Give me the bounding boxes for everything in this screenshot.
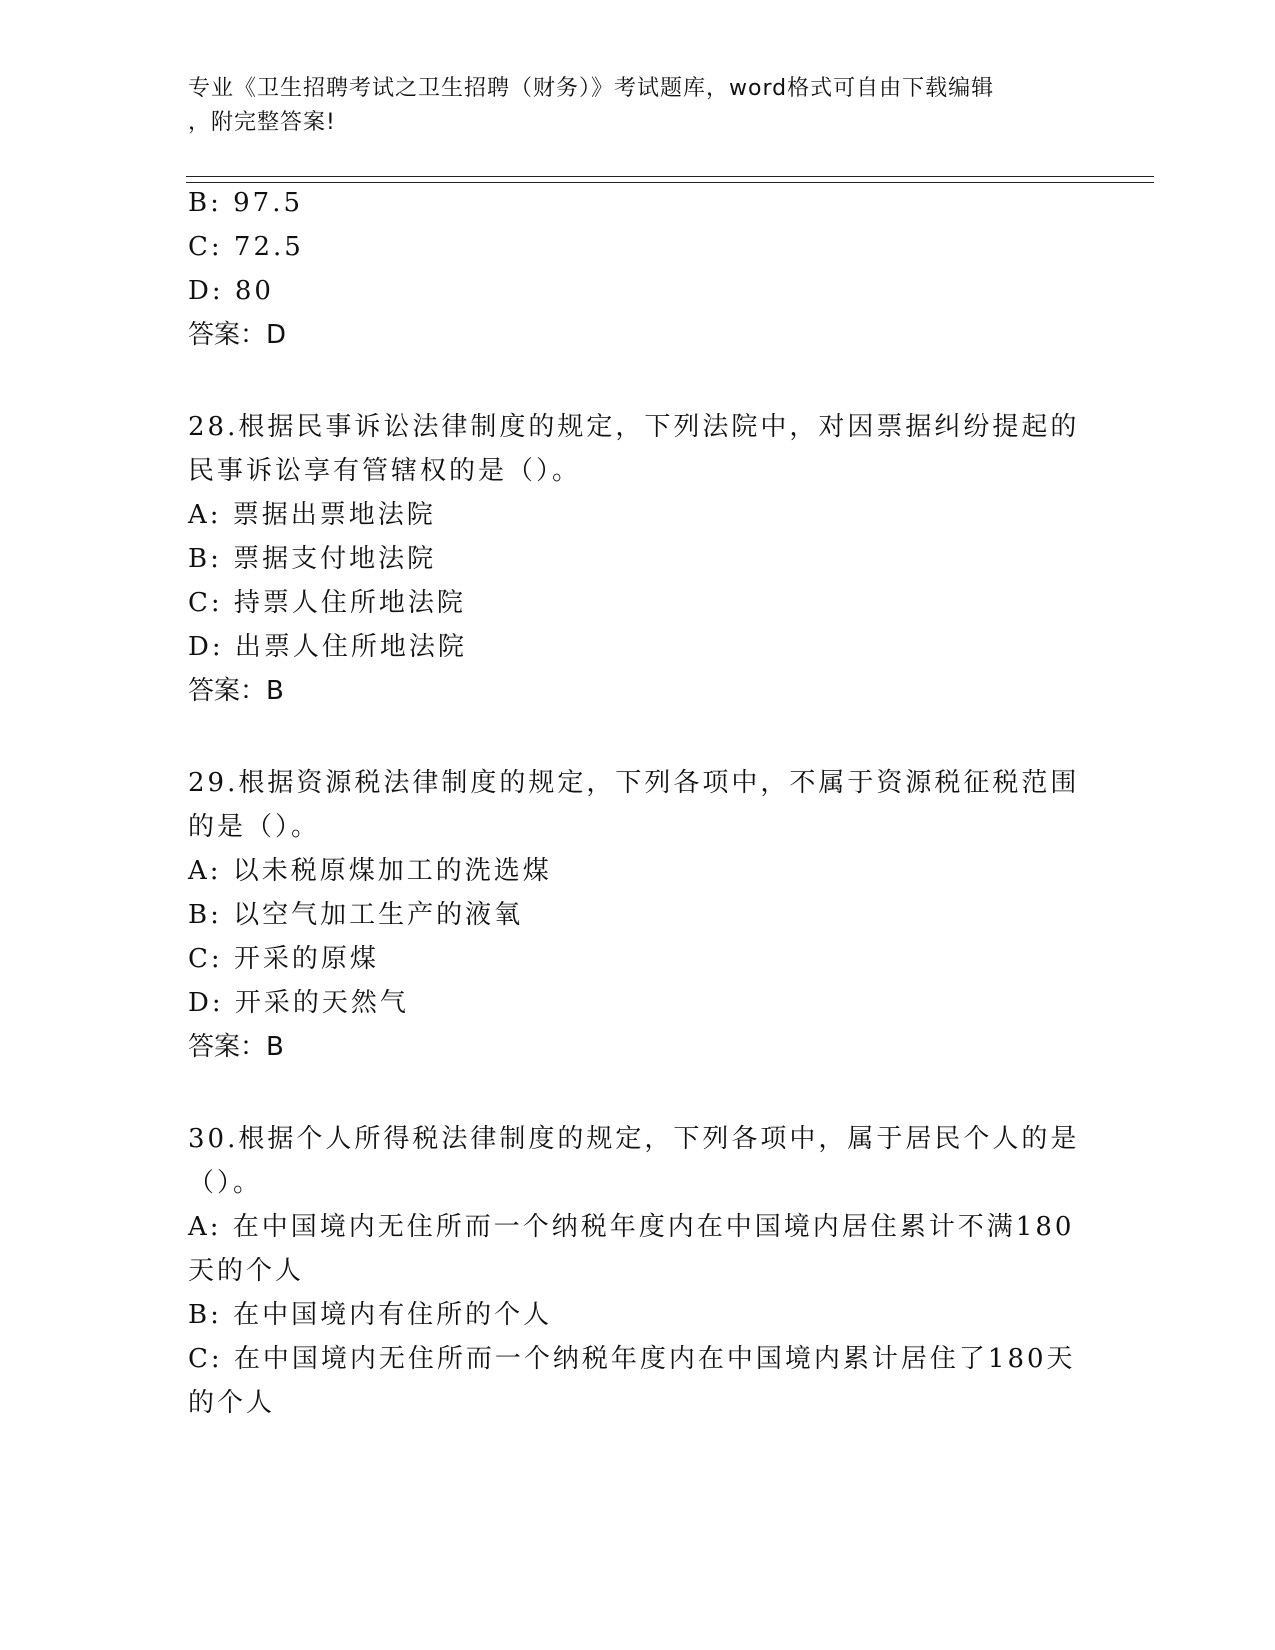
q30-stem-line-1: 30.根据个人所得税法律制度的规定，下列各项中，属于居民个人的是: [188, 1124, 1080, 1154]
q28-option-d: D: 出票人住所地法院: [188, 632, 467, 662]
q28-option-c: C: 持票人住所地法院: [188, 588, 466, 618]
q27-option-d: D: 80: [188, 276, 274, 306]
header-line-2: ，附完整答案!: [188, 110, 336, 135]
q28-stem-line-2: 民事诉讼享有管辖权的是（）。: [188, 456, 582, 486]
header-line-1: 专业《卫生招聘考试之卫生招聘（财务）》考试题库，word格式可自由下载编辑: [188, 76, 995, 101]
q28-answer: 答案：B: [188, 676, 284, 706]
q27-answer: 答案：D: [188, 320, 287, 350]
q30-stem-line-2: （）。: [188, 1168, 263, 1198]
q30-option-c-line-1: C: 在中国境内无住所而一个纳税年度内在中国境内累计居住了180天: [188, 1344, 1076, 1374]
q27-option-c: C: 72.5: [188, 232, 304, 262]
page-header: [188, 72, 1068, 140]
q29-option-a: A: 以未税原煤加工的洗选煤: [188, 856, 552, 886]
q30-option-a-line-1: A: 在中国境内无住所而一个纳税年度内在中国境内居住累计不满180: [188, 1212, 1075, 1242]
header-rule-bottom: [186, 182, 1154, 183]
q28-stem-line-1: 28.根据民事诉讼法律制度的规定，下列法院中，对因票据纠纷提起的: [188, 412, 1080, 442]
q29-stem-line-1: 29.根据资源税法律制度的规定，下列各项中，不属于资源税征税范围: [188, 768, 1080, 798]
q28-option-b: B: 票据支付地法院: [188, 544, 437, 574]
q29-stem-line-2: 的是（）。: [188, 812, 321, 842]
q29-option-d: D: 开采的天然气: [188, 988, 409, 1018]
q30-option-a-line-2: 天的个人: [188, 1256, 305, 1286]
q29-option-b: B: 以空气加工生产的液氧: [188, 900, 524, 930]
q28-option-a: A: 票据出票地法院: [188, 500, 436, 530]
q27-option-b: B: 97.5: [188, 188, 304, 218]
q30-option-b: B: 在中国境内有住所的个人: [188, 1300, 553, 1330]
q29-answer: 答案：B: [188, 1032, 284, 1062]
q29-option-c: C: 开采的原煤: [188, 944, 379, 974]
header-rule-top: [186, 176, 1154, 177]
q30-option-c-line-2: 的个人: [188, 1388, 276, 1418]
